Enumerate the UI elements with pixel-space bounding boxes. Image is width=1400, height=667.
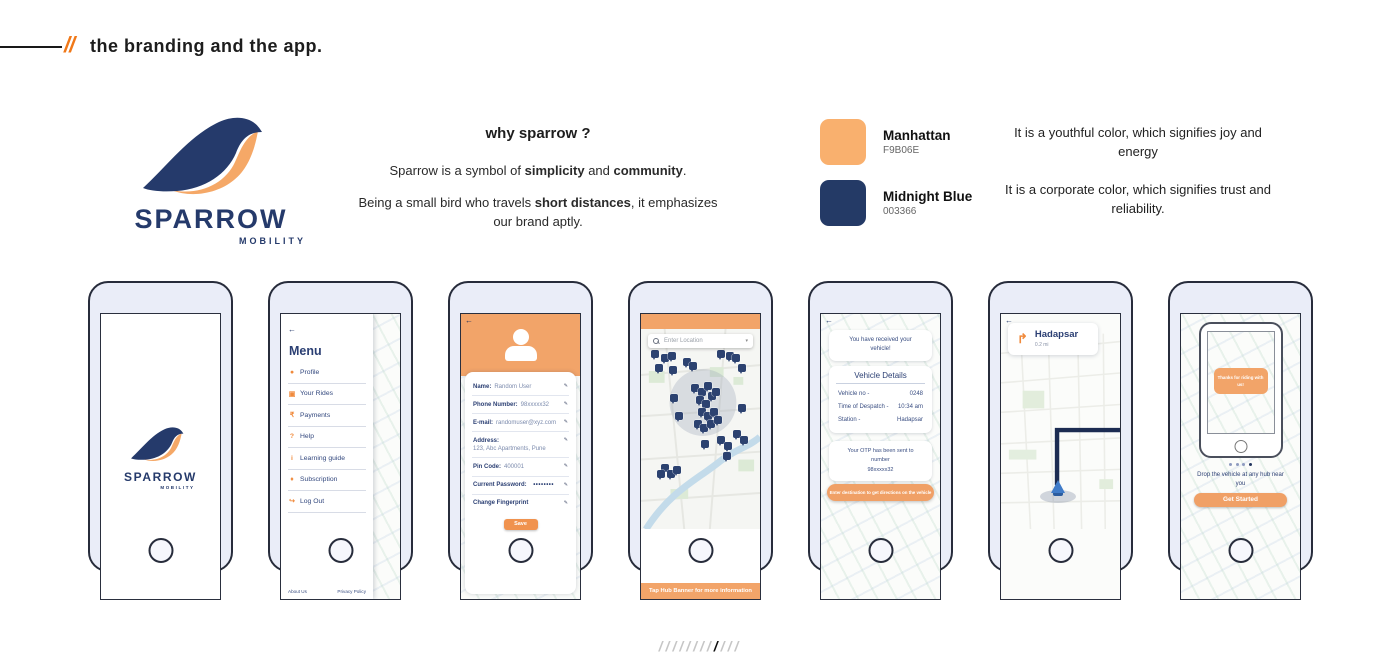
- hub-pin[interactable]: [704, 382, 712, 390]
- menu-item-payments[interactable]: ₹ Payments: [288, 405, 366, 427]
- search-placeholder: Enter Location: [664, 338, 703, 344]
- otp-phone-number: 98xxxxx32: [867, 466, 894, 473]
- phone-mockup-splash: [88, 281, 233, 572]
- hub-pin[interactable]: [740, 436, 748, 444]
- help-icon: ?: [289, 433, 295, 441]
- pagination-slash: /: [720, 638, 728, 654]
- menu-item-subscription[interactable]: ♦ Subscription: [288, 470, 366, 492]
- hub-pin[interactable]: [714, 416, 722, 424]
- profile-field-phone[interactable]: Phone Number: 98xxxxx32 ✎: [472, 396, 569, 414]
- pagination-slash: /: [658, 638, 666, 654]
- hub-pin[interactable]: [657, 470, 665, 478]
- otp-card: Your OTP has been sent to number 98xxxxx32: [829, 441, 932, 481]
- menu-item-learning-guide[interactable]: i Learning guide: [288, 448, 366, 470]
- sparrow-logo: [104, 110, 318, 246]
- pagination-slash: /: [727, 638, 735, 654]
- hub-pin[interactable]: [675, 412, 683, 420]
- hub-pin[interactable]: [738, 404, 746, 412]
- phone-illustration: [1199, 322, 1283, 458]
- illustration-map: [1207, 331, 1275, 434]
- pagination-slash: /: [734, 638, 742, 654]
- save-button[interactable]: Save: [504, 519, 538, 530]
- menu-item-your-rides[interactable]: ▣ Your Rides: [288, 384, 366, 406]
- hub-pin[interactable]: [712, 388, 720, 396]
- edit-icon[interactable]: ✎: [563, 463, 568, 470]
- why-line2: Being a small bird who travels short distances, it emphasizes our brand aptly.: [358, 194, 718, 229]
- top-bar: [641, 314, 760, 329]
- learning-guide-icon: i: [291, 454, 293, 462]
- profile-header: [461, 314, 580, 376]
- edit-icon[interactable]: ✎: [563, 383, 568, 389]
- menu-drawer: [281, 314, 373, 599]
- phone-mockup-profile: [448, 281, 593, 572]
- hub-pin[interactable]: [668, 352, 676, 360]
- hub-pin[interactable]: [689, 362, 697, 370]
- pagination-slash: /: [679, 638, 687, 654]
- despatch-time-row: Time of Despatch - 10:34 am: [838, 403, 923, 410]
- thanks-toast: Thanks for riding with us!: [1214, 368, 1268, 394]
- pagination-slash: /: [686, 638, 694, 654]
- profile-field-password[interactable]: Current Password: •••••••• ✎: [472, 477, 569, 495]
- menu-item-profile[interactable]: ● Profile: [288, 362, 366, 384]
- why-heading: why sparrow ?: [485, 125, 591, 142]
- hub-pin[interactable]: [732, 354, 740, 362]
- midnight-blue-description: It is a corporate color, which signifies trust and reliability.: [1005, 182, 1271, 216]
- header-rule-line: [0, 46, 62, 48]
- phone-mockup-menu: [268, 281, 413, 594]
- vehicle-received-card: You have received your vehicle!: [829, 330, 932, 361]
- chevron-down-icon[interactable]: ▾: [745, 338, 748, 344]
- hub-banner-button[interactable]: Tap Hub Banner for more information: [641, 583, 760, 599]
- menu-title: Menu: [289, 344, 322, 358]
- pagination-slash: /: [665, 638, 673, 654]
- header-slashes-accent: //: [64, 32, 75, 57]
- color-swatch-midnight-blue: [820, 180, 972, 226]
- menu-item-log-out[interactable]: ↪ Log Out: [288, 491, 366, 513]
- search-icon: [653, 338, 659, 344]
- home-button[interactable]: [1228, 538, 1253, 563]
- page-dot[interactable]: [1229, 463, 1232, 466]
- edit-icon[interactable]: ✎: [563, 437, 568, 444]
- hub-pin[interactable]: [669, 366, 677, 374]
- back-icon[interactable]: ←: [465, 316, 473, 325]
- manhattan-swatch: [820, 119, 866, 165]
- profile-field-name[interactable]: Name: Random User ✎: [472, 378, 569, 396]
- onboarding-caption: Drop the vehicle at any hub near you: [1197, 472, 1284, 487]
- privacy-policy-link[interactable]: Privacy Policy: [337, 589, 366, 594]
- enter-destination-button[interactable]: Enter destination to get directions on the vehicle: [827, 484, 934, 501]
- home-button[interactable]: [868, 538, 893, 563]
- swatch-hex-code: 003366: [883, 206, 917, 217]
- subscription-icon: ♦: [290, 476, 294, 484]
- splash-wordmark: SPARROW: [124, 469, 197, 484]
- home-button[interactable]: [148, 538, 173, 563]
- home-button[interactable]: [328, 538, 353, 563]
- profile-icon: ●: [289, 368, 295, 376]
- hub-pin[interactable]: [655, 364, 663, 372]
- hub-pin[interactable]: [723, 452, 731, 460]
- pagination: [0, 638, 1400, 654]
- avatar: [505, 346, 537, 361]
- current-location-marker: [1051, 480, 1065, 493]
- splash-tagline: MOBILITY: [160, 484, 195, 490]
- about-us-link[interactable]: About Us: [288, 589, 307, 594]
- hub-pin[interactable]: [702, 400, 710, 408]
- page-dots: [1181, 463, 1300, 466]
- back-icon[interactable]: ←: [1005, 316, 1013, 325]
- vehicle-details-title: Vehicle Details: [836, 371, 925, 384]
- destination-name: Hadapsar: [1034, 329, 1079, 340]
- map-background: [371, 314, 400, 599]
- home-button[interactable]: [1048, 538, 1073, 563]
- back-icon[interactable]: ←: [288, 325, 296, 334]
- why-sparrow-section: [358, 125, 718, 245]
- station-row: Station - Hadapsar: [838, 416, 923, 423]
- turn-right-icon: ↱: [1017, 330, 1028, 346]
- logo-wordmark: SPARROW: [134, 204, 288, 234]
- swatch-name: Manhattan: [883, 128, 951, 143]
- logo-tagline: MOBILITY: [239, 236, 306, 246]
- hub-pin[interactable]: [673, 466, 681, 474]
- pagination-slash: /: [693, 638, 700, 654]
- payments-icon: ₹: [289, 412, 295, 420]
- edit-icon[interactable]: ✎: [563, 481, 568, 488]
- vehicle-details-card: [829, 366, 932, 433]
- direction-card: [1008, 323, 1098, 355]
- search-input[interactable]: [648, 334, 753, 348]
- midnight-blue-swatch: [820, 180, 866, 226]
- profile-field-address[interactable]: Address: 123, Abc Apartments, Pune ✎: [472, 432, 569, 458]
- page-dot[interactable]: [1242, 463, 1245, 466]
- hub-pin[interactable]: [717, 350, 725, 358]
- color-swatch-manhattan: [820, 119, 951, 165]
- phone-mockup-navigation: [988, 281, 1133, 572]
- rides-icon: ▣: [288, 390, 296, 398]
- edit-icon[interactable]: ✎: [563, 499, 568, 506]
- phone-mockup-onboarding: [1168, 281, 1313, 572]
- swatch-hex-code: F9B06E: [883, 145, 920, 156]
- manhattan-description: It is a youthful color, which signifies joy and energy: [1014, 125, 1262, 159]
- hub-pin[interactable]: [651, 350, 659, 358]
- hub-pin[interactable]: [724, 442, 732, 450]
- profile-field-fingerprint[interactable]: Change Fingerprint ✎: [473, 499, 568, 507]
- why-line1: Sparrow is a symbol of simplicity and community.: [389, 163, 687, 178]
- hub-pin[interactable]: [670, 394, 678, 402]
- pagination-slash: /: [672, 638, 680, 654]
- phone-mockup-vehicle-details: [808, 281, 953, 572]
- page-title: the branding and the app.: [90, 36, 323, 56]
- profile-field-pin-code[interactable]: Pin Code: 400001 ✎: [472, 458, 569, 476]
- destination-distance: 0.2 mi: [1034, 341, 1049, 348]
- get-started-button[interactable]: Get Started: [1194, 493, 1287, 507]
- pagination-slash-active: /: [713, 638, 721, 654]
- hub-pin[interactable]: [701, 440, 709, 448]
- illustration-home-button: [1234, 440, 1247, 453]
- page-dot[interactable]: [1236, 463, 1239, 466]
- hub-pin[interactable]: [738, 364, 746, 372]
- vehicle-number-row: Vehicle no - 0248: [838, 390, 923, 397]
- hub-pin[interactable]: [710, 408, 718, 416]
- page-dot-active[interactable]: [1249, 463, 1252, 466]
- sparrow-bird-icon: [135, 110, 287, 210]
- avatar: [513, 329, 529, 345]
- edit-icon[interactable]: ✎: [563, 401, 568, 408]
- pagination-slash: /: [706, 638, 714, 654]
- logout-icon: ↪: [289, 498, 295, 506]
- menu-item-help[interactable]: ? Help: [288, 427, 366, 449]
- back-icon[interactable]: ←: [825, 316, 833, 325]
- swatch-name: Midnight Blue: [883, 189, 973, 204]
- phone-mockup-hub-map: [628, 281, 773, 594]
- home-button[interactable]: [688, 538, 713, 563]
- sparrow-bird-icon: [128, 424, 194, 468]
- filter-icon[interactable]: [359, 322, 367, 340]
- home-button[interactable]: [508, 538, 533, 563]
- edit-icon[interactable]: ✎: [563, 419, 568, 426]
- profile-field-email[interactable]: E-mail: randomuser@xyz.com ✎: [472, 414, 569, 432]
- pagination-slash: /: [700, 638, 707, 654]
